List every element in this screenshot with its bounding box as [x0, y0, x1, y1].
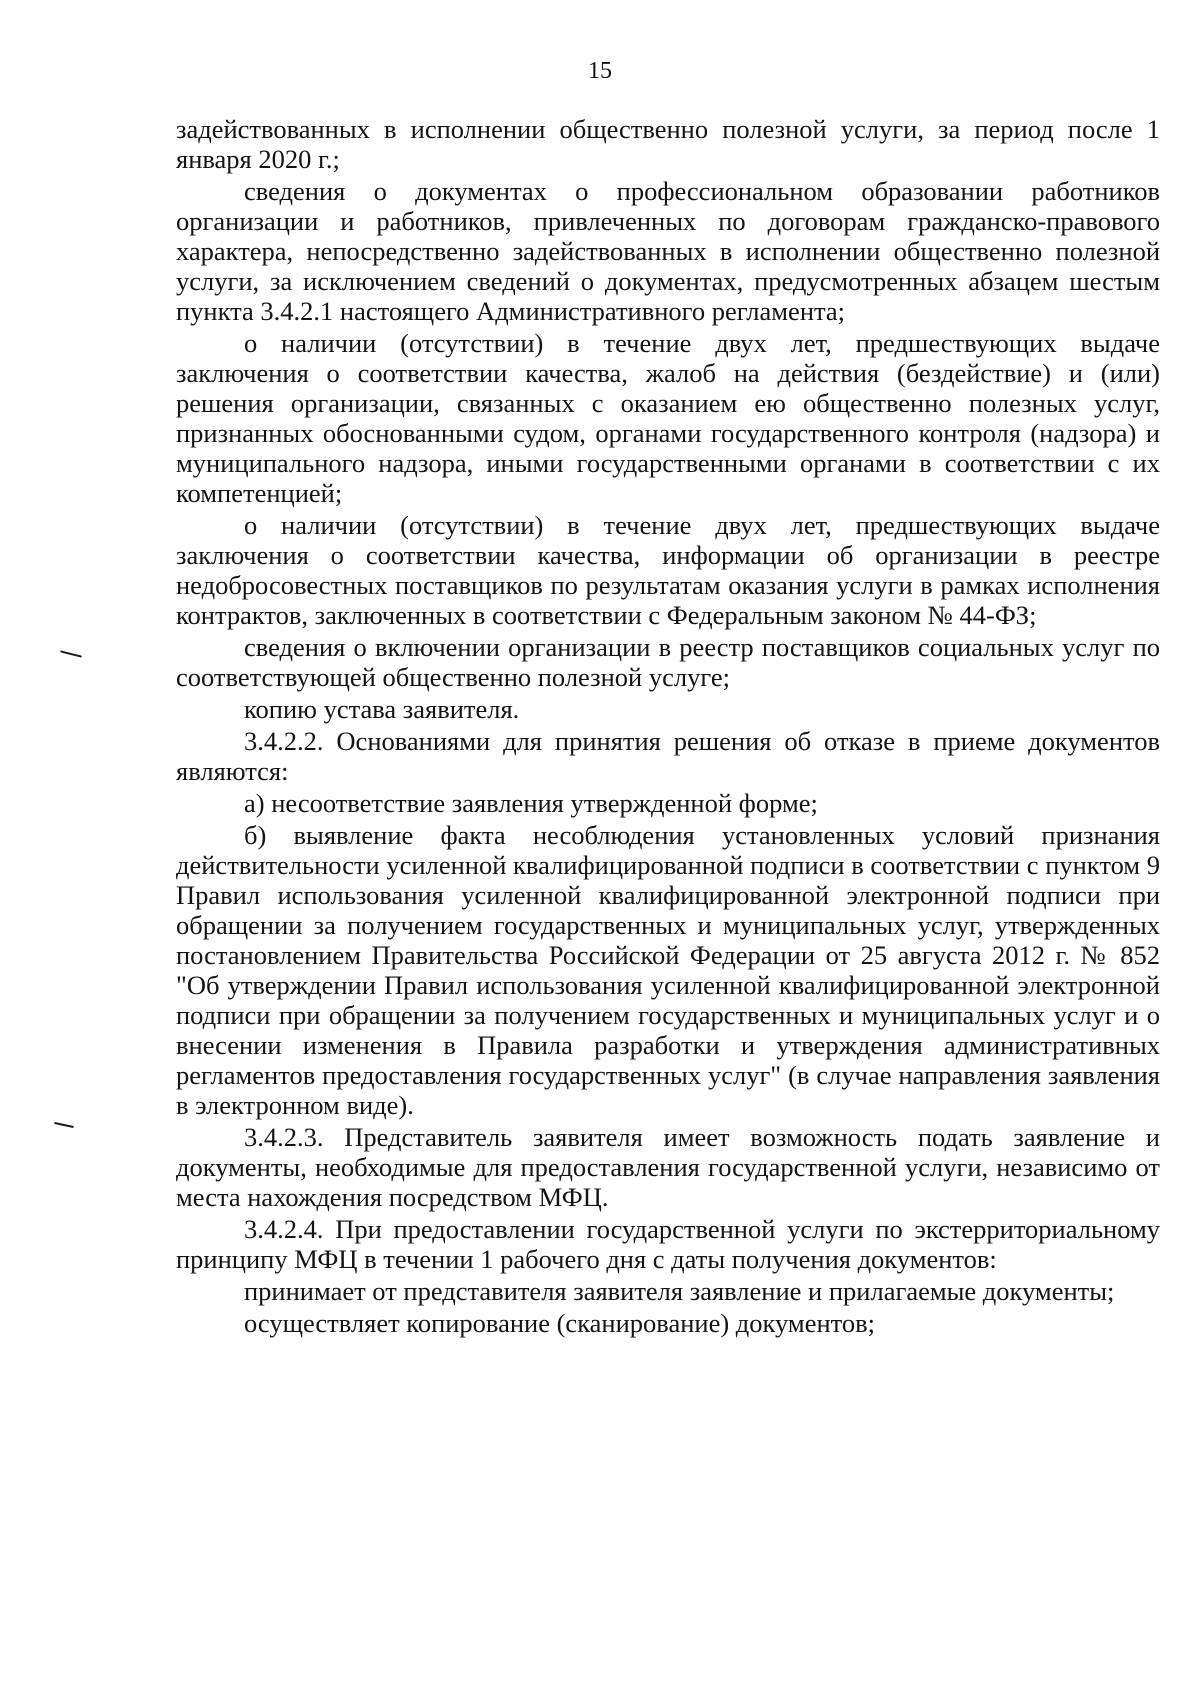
margin-binding-mark	[60, 650, 82, 657]
paragraph-accepts-documents: принимает от представителя заявителя заявление и прилагаемые документы;	[244, 1276, 1115, 1306]
paragraph-charter-copy: копию устава заявителя.	[244, 694, 520, 724]
page-number: 15	[588, 58, 612, 84]
paragraph-3-4-2-4: 3.4.2.4. При предоставлении государственной услуги по экстерриториальному принципу МФЦ в течении 1 рабочего дня с даты получения документов:	[176, 1214, 1160, 1274]
margin-binding-mark	[54, 1122, 74, 1128]
document-body	[176, 114, 1160, 1340]
paragraph-social-registry: сведения о включении организации в реестр поставщиков социальных услуг по соответствующей общественно полезной услуге;	[176, 632, 1160, 692]
paragraph-3-4-2-2: 3.4.2.2. Основаниями для принятия решения об отказе в приеме документов являются:	[176, 726, 1160, 786]
paragraph-item-a: а) несоответствие заявления утвержденной форме;	[244, 788, 818, 818]
paragraph-continuation: задействованных в исполнении общественно полезной услуги, за период после 1 января 2020 г.;	[176, 114, 1160, 174]
paragraph-3-4-2-3: 3.4.2.3. Представитель заявителя имеет возможность подать заявление и документы, необходимые для предоставления государственной услуги, независимо от места нахождения посредством МФЦ.	[176, 1122, 1160, 1212]
paragraph-registry-info: о наличии (отсутствии) в течение двух лет, предшествующих выдаче заключения о соответствии качества, информации об организации в реестре недобросовестных поставщиков по результатам оказания услуги в рамках исполнения контрактов, заключенных в соответствии с Федеральным законом № 44-ФЗ;	[176, 510, 1160, 630]
paragraph-education-info: сведения о документах о профессиональном образовании работников организации и работников, привлеченных по договорам гражданско-правового характера, непосредственно задействованных в исполнении общественно полезной услуги, за исключением сведений о документах, предусмотренных абзацем шестым пункта 3.4.2.1 настоящего Административного регламента;	[176, 176, 1160, 326]
paragraph-item-b: б) выявление факта несоблюдения установленных условий признания действительности усиленной квалифицированной подписи в соответствии с пунктом 9 Правил использования усиленной квалифицированной электронной подписи при обращении за получением государственных и муниципальных услуг, утвержденных постановлением Правительства Российской Федерации от 25 августа 2012 г. № 852 "Об утверждении Правил использования усиленной квалифицированной электронной подписи при обращении за получением государственных и муниципальных услуг и о внесении изменения в Правила разработки и утверждения административных регламентов предоставления государственных услуг" (в случае направления заявления в электронном виде).	[176, 820, 1160, 1120]
paragraph-complaints-info: о наличии (отсутствии) в течение двух лет, предшествующих выдаче заключения о соответствии качества, жалоб на действия (бездействие) и (или) решения организации, связанных с оказанием ею общественно полезных услуг, признанных обоснованными судом, органами государственного контроля (надзора) и муниципального надзора, иными государственными органами в соответствии с их компетенцией;	[176, 328, 1160, 508]
paragraph-copies-documents: осуществляет копирование (сканирование) документов;	[244, 1308, 875, 1338]
